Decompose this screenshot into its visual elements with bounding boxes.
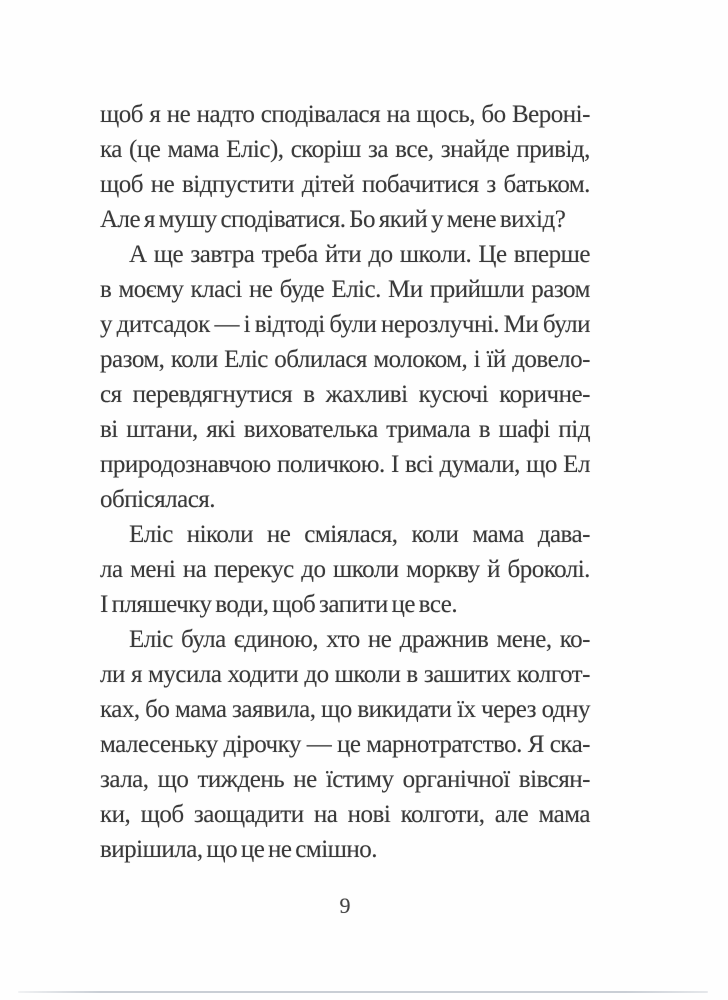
- text-line: [100, 342, 590, 377]
- text-line: Але я мушу сподіватися. Бо який у мене вихід?: [100, 206, 566, 233]
- text-line: [100, 307, 590, 342]
- word: під: [558, 416, 590, 443]
- word: шафі: [498, 416, 550, 443]
- text-line: [100, 272, 590, 307]
- word: молоком,: [373, 346, 468, 373]
- text-line: [100, 97, 590, 132]
- text-line: [100, 237, 590, 272]
- word: зала,: [100, 766, 149, 793]
- word: коли: [411, 521, 459, 548]
- word: через: [481, 696, 537, 723]
- word: мусила: [148, 661, 222, 688]
- word: ко-: [559, 626, 590, 653]
- word: школи: [333, 556, 399, 583]
- word: сміялася,: [304, 521, 398, 548]
- word: на: [313, 801, 338, 828]
- word: мама: [538, 801, 590, 828]
- word: всі: [405, 451, 434, 478]
- word: що: [157, 766, 189, 793]
- word: які: [206, 416, 236, 443]
- word: в: [478, 416, 491, 443]
- word: ли: [100, 661, 125, 688]
- word: у: [100, 311, 112, 338]
- word: привід,: [516, 136, 590, 163]
- word: малесеньку: [100, 731, 218, 758]
- word: бо: [481, 101, 506, 128]
- word: вперше: [513, 241, 590, 268]
- word: колгот-: [516, 661, 590, 688]
- word: природознавчою: [100, 451, 271, 478]
- word: мені: [130, 556, 176, 583]
- word: завтра: [190, 241, 255, 268]
- word: була: [180, 626, 226, 653]
- word: заявила,: [232, 696, 316, 723]
- word: дава-: [537, 521, 590, 548]
- page-text: [100, 97, 590, 867]
- word: (це: [129, 136, 161, 163]
- word: думали,: [439, 451, 520, 478]
- text-line: [100, 727, 590, 762]
- word: я: [130, 661, 142, 688]
- text-line: [100, 797, 590, 832]
- word: йти: [324, 241, 362, 268]
- word: в: [100, 276, 112, 303]
- word: ходити: [227, 661, 299, 688]
- word: їй: [486, 346, 506, 373]
- word: Я: [527, 731, 544, 758]
- word: І: [390, 451, 399, 478]
- page-number: 9: [339, 893, 351, 918]
- word: штани,: [126, 416, 198, 443]
- text-line: [100, 167, 590, 202]
- word: броколі.: [507, 556, 590, 583]
- text-line: [100, 132, 590, 167]
- word: —: [214, 311, 239, 338]
- word: перевдягнутися: [132, 381, 293, 408]
- word: разом,: [100, 346, 165, 373]
- word: нові: [347, 801, 391, 828]
- word: Вероні-: [512, 101, 590, 128]
- word: —: [306, 731, 332, 758]
- word: вихователька: [243, 416, 378, 443]
- word: щоб: [100, 171, 143, 198]
- word: моркву: [406, 556, 480, 583]
- word: й: [487, 556, 500, 583]
- word: Еліс.: [331, 276, 381, 303]
- word: не: [266, 521, 291, 548]
- word: все,: [395, 136, 434, 163]
- word: до: [301, 556, 326, 583]
- word: надто: [196, 101, 255, 128]
- word: школи.: [399, 241, 472, 268]
- word: Це: [478, 241, 507, 268]
- page-edge-line: [18, 991, 708, 993]
- word: Ел: [563, 451, 590, 478]
- word: були: [542, 311, 590, 338]
- word: їх: [457, 696, 476, 723]
- word: викидати: [357, 696, 452, 723]
- text-line: І пляшечку води, щоб запити це все.: [100, 591, 458, 618]
- word: мене,: [496, 626, 552, 653]
- word: на: [182, 556, 207, 583]
- word: органічної: [402, 766, 510, 793]
- word: що: [526, 451, 557, 478]
- word: дражнив: [399, 626, 489, 653]
- word: що: [321, 696, 352, 723]
- word: перекус: [213, 556, 294, 583]
- word: зашитих: [423, 661, 511, 688]
- word: на: [386, 101, 411, 128]
- text-line: [100, 552, 590, 587]
- word: не: [293, 766, 317, 793]
- word: одну: [541, 696, 590, 723]
- word: дитсадок: [116, 311, 210, 338]
- text-line: вирішила, що це не смішно.: [100, 836, 378, 863]
- word: не: [166, 101, 191, 128]
- text-line: [100, 447, 590, 482]
- text-line: [100, 657, 590, 692]
- text-line: [100, 622, 590, 657]
- word: разом: [531, 276, 590, 303]
- word: облилася: [274, 346, 367, 373]
- word: щоб: [140, 801, 184, 828]
- word: жахливі: [325, 381, 408, 408]
- word: Еліс),: [226, 136, 284, 163]
- word: ніколи: [186, 521, 253, 548]
- word: А: [129, 241, 147, 268]
- word: щоб: [100, 101, 143, 128]
- word: були: [329, 311, 377, 338]
- word: вівсян-: [518, 766, 590, 793]
- word: ка: [100, 136, 122, 163]
- word: з: [486, 171, 496, 198]
- word: за: [368, 136, 388, 163]
- word: класі: [190, 276, 242, 303]
- word: поличкою.: [276, 451, 385, 478]
- word: мама: [174, 696, 227, 723]
- word: відтоді: [254, 311, 325, 338]
- word: і: [243, 311, 251, 338]
- word: довело-: [512, 346, 590, 373]
- word: прийшли: [429, 276, 525, 303]
- word: єдиною,: [233, 626, 319, 653]
- text-line: [100, 412, 590, 447]
- word: коли: [170, 346, 218, 373]
- word: ла: [100, 556, 123, 583]
- word: заощадити: [193, 801, 304, 828]
- word: але: [494, 801, 529, 828]
- word: в: [303, 381, 315, 408]
- word: дітей: [301, 171, 355, 198]
- word: коричне-: [499, 381, 590, 408]
- word: і: [473, 346, 481, 373]
- word: ся: [100, 381, 122, 408]
- word: ки,: [100, 801, 131, 828]
- word: Еліс: [129, 521, 173, 548]
- word: не: [248, 276, 273, 303]
- word: марнотратство.: [366, 731, 522, 758]
- word: сподівалася: [260, 101, 381, 128]
- word: їстиму: [325, 766, 394, 793]
- text-line: [100, 517, 590, 552]
- word: знайде: [440, 136, 510, 163]
- word: тримала: [386, 416, 471, 443]
- text-line: [100, 692, 590, 727]
- word: мама: [167, 136, 219, 163]
- text-line: [100, 377, 590, 412]
- word: Ми: [503, 311, 539, 338]
- word: колготи,: [400, 801, 485, 828]
- word: дірочку: [223, 731, 301, 758]
- word: батьком.: [503, 171, 590, 198]
- word: нерозлучні.: [381, 311, 500, 338]
- word: це: [337, 731, 361, 758]
- word: ще: [153, 241, 184, 268]
- word: бо: [145, 696, 170, 723]
- word: скоріш: [290, 136, 361, 163]
- word: не: [367, 626, 392, 653]
- word: моєму: [118, 276, 184, 303]
- text-line: обпісялася.: [100, 486, 216, 513]
- word: ві: [100, 416, 118, 443]
- word: треба: [261, 241, 318, 268]
- word: мама: [472, 521, 524, 548]
- text-line: [100, 762, 590, 797]
- word: відпустити: [181, 171, 294, 198]
- word: кусючі: [418, 381, 489, 408]
- word: Еліс: [129, 626, 173, 653]
- word: Еліс: [224, 346, 268, 373]
- word: тиждень: [197, 766, 285, 793]
- word: хто: [326, 626, 360, 653]
- word: побачитися: [362, 171, 479, 198]
- word: школи: [334, 661, 401, 688]
- word: до: [304, 661, 329, 688]
- word: я: [149, 101, 161, 128]
- word: до: [368, 241, 393, 268]
- word: щось,: [416, 101, 476, 128]
- word: не: [150, 171, 175, 198]
- word: ска-: [549, 731, 590, 758]
- word: ках,: [100, 696, 140, 723]
- word: буде: [279, 276, 325, 303]
- word: в: [406, 661, 418, 688]
- word: Ми: [388, 276, 423, 303]
